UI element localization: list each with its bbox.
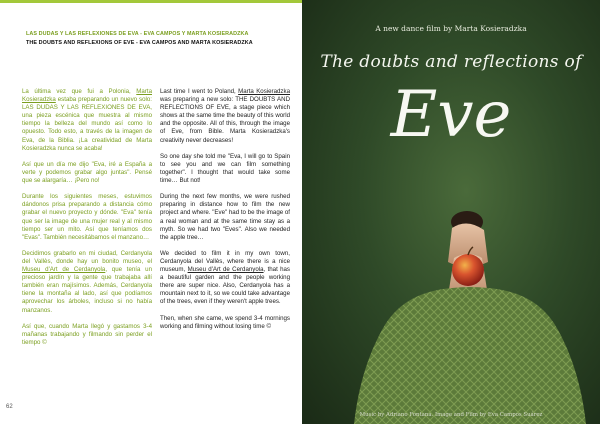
heading-spanish: LAS DUDAS Y LAS REFLEXIONES DE EVA - EVA CAMPOS Y MARTA KOSIERADZKA [26,31,249,37]
en-paragraph-5: Then, when she came, we spend 3-4 mornings working and filming without losing time © [160,314,290,330]
es-paragraph-4 [22,250,152,315]
es-paragraph-1 [22,88,152,153]
heading-english: THE DOUBTS AND REFLEXIONS OF EVE - EVA CAMPOS AND MARTA KOSIERADZKA [26,40,253,46]
poster-tagline: A new dance film by Marta Kosieradzka [375,24,527,33]
en-paragraph-3: During the next few months, we were rushed preparing in distance how to film the new project and where. "Eve" had to be the image of a real woman and at the same time stay as a myth. So we had two "Eves". Also we needed the apple tree… [160,193,290,241]
es-paragraph-2: Así que un día me dijo "Eva, iré a España a verte y podemos grabar algo juntas". Pensé que se alargaría… ¡Pero no! [22,160,152,185]
en-paragraph-4 [160,250,290,307]
sweater [372,287,568,424]
es-p1-text-a: La última vez que fui a Polonia, [22,88,137,95]
en-paragraph-1 [160,88,290,145]
en-paragraph-2: So one day she told me "Eva, I will go to Spain to see you and we can film something together". I thought that would take some time… But not! [160,152,290,185]
english-column [160,88,290,339]
poster-credits: Music by Adriano Fontana. Image and Film by Eva Campos Suárez [359,412,543,418]
en-p1-text-a: Last time I went to Poland, [160,88,239,95]
es-paragraph-5: Así que, cuando Marta llegó y gastamos 3-4 mañanas trabajando y filmando sin perder el tiempo © [22,322,152,346]
es-paragraph-3: Durante los siguientes meses, estuvimos dándonos prisa preparando a distancia cómo grabar el nuevo proyecto y dónde. "Eva" tenía que ser la image de una mujer real y al mismo tiempo ser un mito. Así que teníamos dos "Evas". También necesitábamos el manzano… [22,193,152,241]
es-p4-text-a: Decidimos grabarlo en mi ciudad, Cerdanyola del Vallès, donde hay un bonito museo, el [22,249,152,265]
es-link-marta-kosieradzka[interactable]: Marta Kosieradzka [22,88,152,104]
spanish-column [22,88,152,355]
es-link-museu[interactable]: Museu d'Art de Cerdanyola [22,266,106,274]
poster-page [302,0,600,424]
en-p1-text-b: was preparing a new solo: THE DOUBTS AND REFLECTIONS OF EVE, a stage piece which shows at the same time the beauty of this world and the opposite. All of this, through the image of Eve, from Bible. Marta Kosieradzka's creativity never decreases! [160,96,290,144]
es-p1-text-b: estaba preparando un nuevo solo: LAS DUDAS Y LAS REFLEXIONES DE EVA, una pieza escénica que muestra al mismo tiempo la belleza del mundo así como lo opuesto. Todo esto, a través de la imagen de Eva, de la Biblia. ¡La creatividad de Marta Kosieradzka nunca se acaba! [22,96,152,152]
apple [452,254,484,286]
top-accent-bar [0,0,302,3]
en-link-marta-kosieradzka[interactable]: Marta Kosieradzka [238,88,290,95]
es-p4-text-b: , que tenía un precioso jardín y la gente que trabajaba allí también eran majísimos. Además, Cerdanyola tiene la montaña al lado, así que podíamos aprovechar los árboles, incluso si no había manzanos. [22,266,152,314]
en-p4-text-b: , that has a beautiful garden and the people working there are super nice. Also, Cerdanyola has a mountain next to it, so we could take advantage of the trees, even if they weren't apple trees. [160,266,291,306]
poster-name-eve: Eve [390,78,512,152]
poster-title: The doubts and reflections of [320,52,582,72]
en-link-museu[interactable]: Museu d'Art de Cerdanyola [187,266,264,274]
page-number: 62 [6,404,13,410]
en-p4-text-a: We decided to film it in my own town, Cerdanyola del Vallès, where there is a nice museum, [160,249,290,274]
